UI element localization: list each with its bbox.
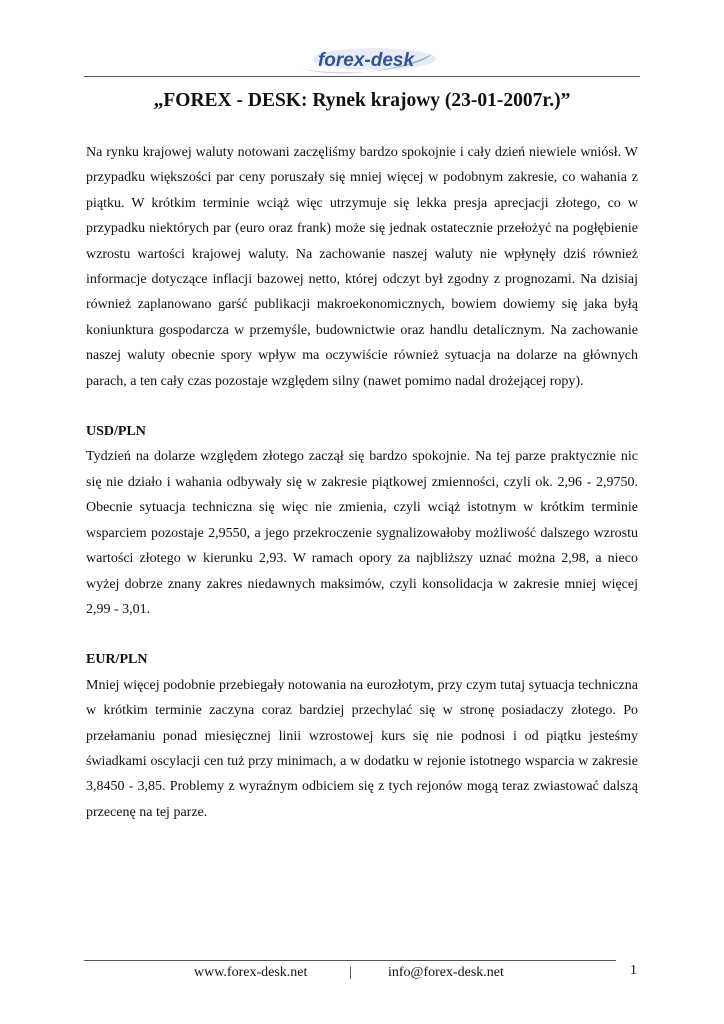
section-eurpln — [86, 647, 638, 825]
page-title: „FOREX - DESK: Rynek krajowy (23-01-2007r.)” — [153, 90, 571, 111]
footer-website-link[interactable]: www.forex-desk.net — [194, 965, 308, 980]
footer-email-link[interactable]: info@forex-desk.net — [388, 965, 504, 980]
footer-separator: | — [349, 965, 352, 980]
section-paragraph: Tydzień na dolarze względem złotego zaczął się bardzo spokojnie. Na tej parze praktycznie nic się nie działo i wahania odbywały się w zakresie piątkowej zmienności, czyli ok. 2,96 - 2,9750. Obecnie sytuacja techniczna się więc nie zmienia, czyli wciąż istotnym w krótkim terminie wsparciem pozostaje 2,9550, a jego przekroczenie sygnalizowałoby możliwość dalszego wzrostu wartości złotego w kierunku 2,93. W ramach opory za najbliższy uznać można 2,98, a nieco wyżej dobrze znany zakres niedawnych maksimów, czyli konsolidacja w zakresie mniej więcej 2,99 - 3,01. — [86, 449, 638, 617]
forex-desk-logo — [296, 44, 436, 76]
spacer — [86, 622, 638, 647]
page-number: 1 — [630, 963, 637, 978]
section-heading: USD/PLN — [86, 424, 146, 440]
spacer — [86, 394, 638, 419]
logo-text: forex-desk — [317, 50, 415, 71]
section-paragraph: Mniej więcej podobnie przebiegały notowania na eurozłotym, przy czym tutaj sytuacja techniczna w krótkim terminie zaczyna coraz bardziej przechylać się w stronę posiadaczy złotego. Po przełamaniu ponad miesięcznej linii wzrostowej kurs się nie podnosi i od piątku jesteśmy świadkami oscylacji cen tuż przy minimach, a w dodatku w rejonie istotnego wsparcia w zakresie 3,8450 - 3,85. Problemy z wyraźnym odbiciem się z tych rejonów mogą teraz zwiastować dalszą przecenę na tej parze. — [86, 677, 638, 820]
logo-swoosh-icon — [296, 44, 436, 76]
document-body — [86, 140, 638, 825]
section-usdpln — [86, 419, 638, 622]
header-divider — [84, 76, 640, 77]
section-heading: EUR/PLN — [86, 652, 148, 668]
footer-divider — [84, 960, 616, 961]
intro-paragraph: Na rynku krajowej waluty notowani zaczęliśmy bardzo spokojnie i cały dzień niewiele wniósł. W przypadku większości par ceny poruszały się mniej więcej w podobnym zakresie, co wahania z piątku. W krótkim terminie wciąż więc utrzymuje się lekka presja aprecjacji złotego, co w przypadku niektórych par (euro oraz frank) może się jednak ostatecznie przełożyć na pogłębienie wzrostu wartości krajowej waluty. Na zachowanie naszej waluty nie wpłynęły dziś również informacje dotyczące inflacji bazowej netto, której odczyt był zgodny z prognozami. Na dzisiaj również zaplanowano garść publikacji makroekonomicznych, bowiem dowiemy się jaka byłą koniunktura gospodarcza w przemyśle, budownictwie oraz handlu detalicznym. Na zachowanie naszej waluty obecnie spory wpływ ma oczywiście również sytuacja na dolarze na głównych parach, a ten cały czas pozostaje względem silny (nawet pomimo nadal drożejącej ropy). — [86, 145, 638, 389]
page-footer — [84, 963, 640, 983]
